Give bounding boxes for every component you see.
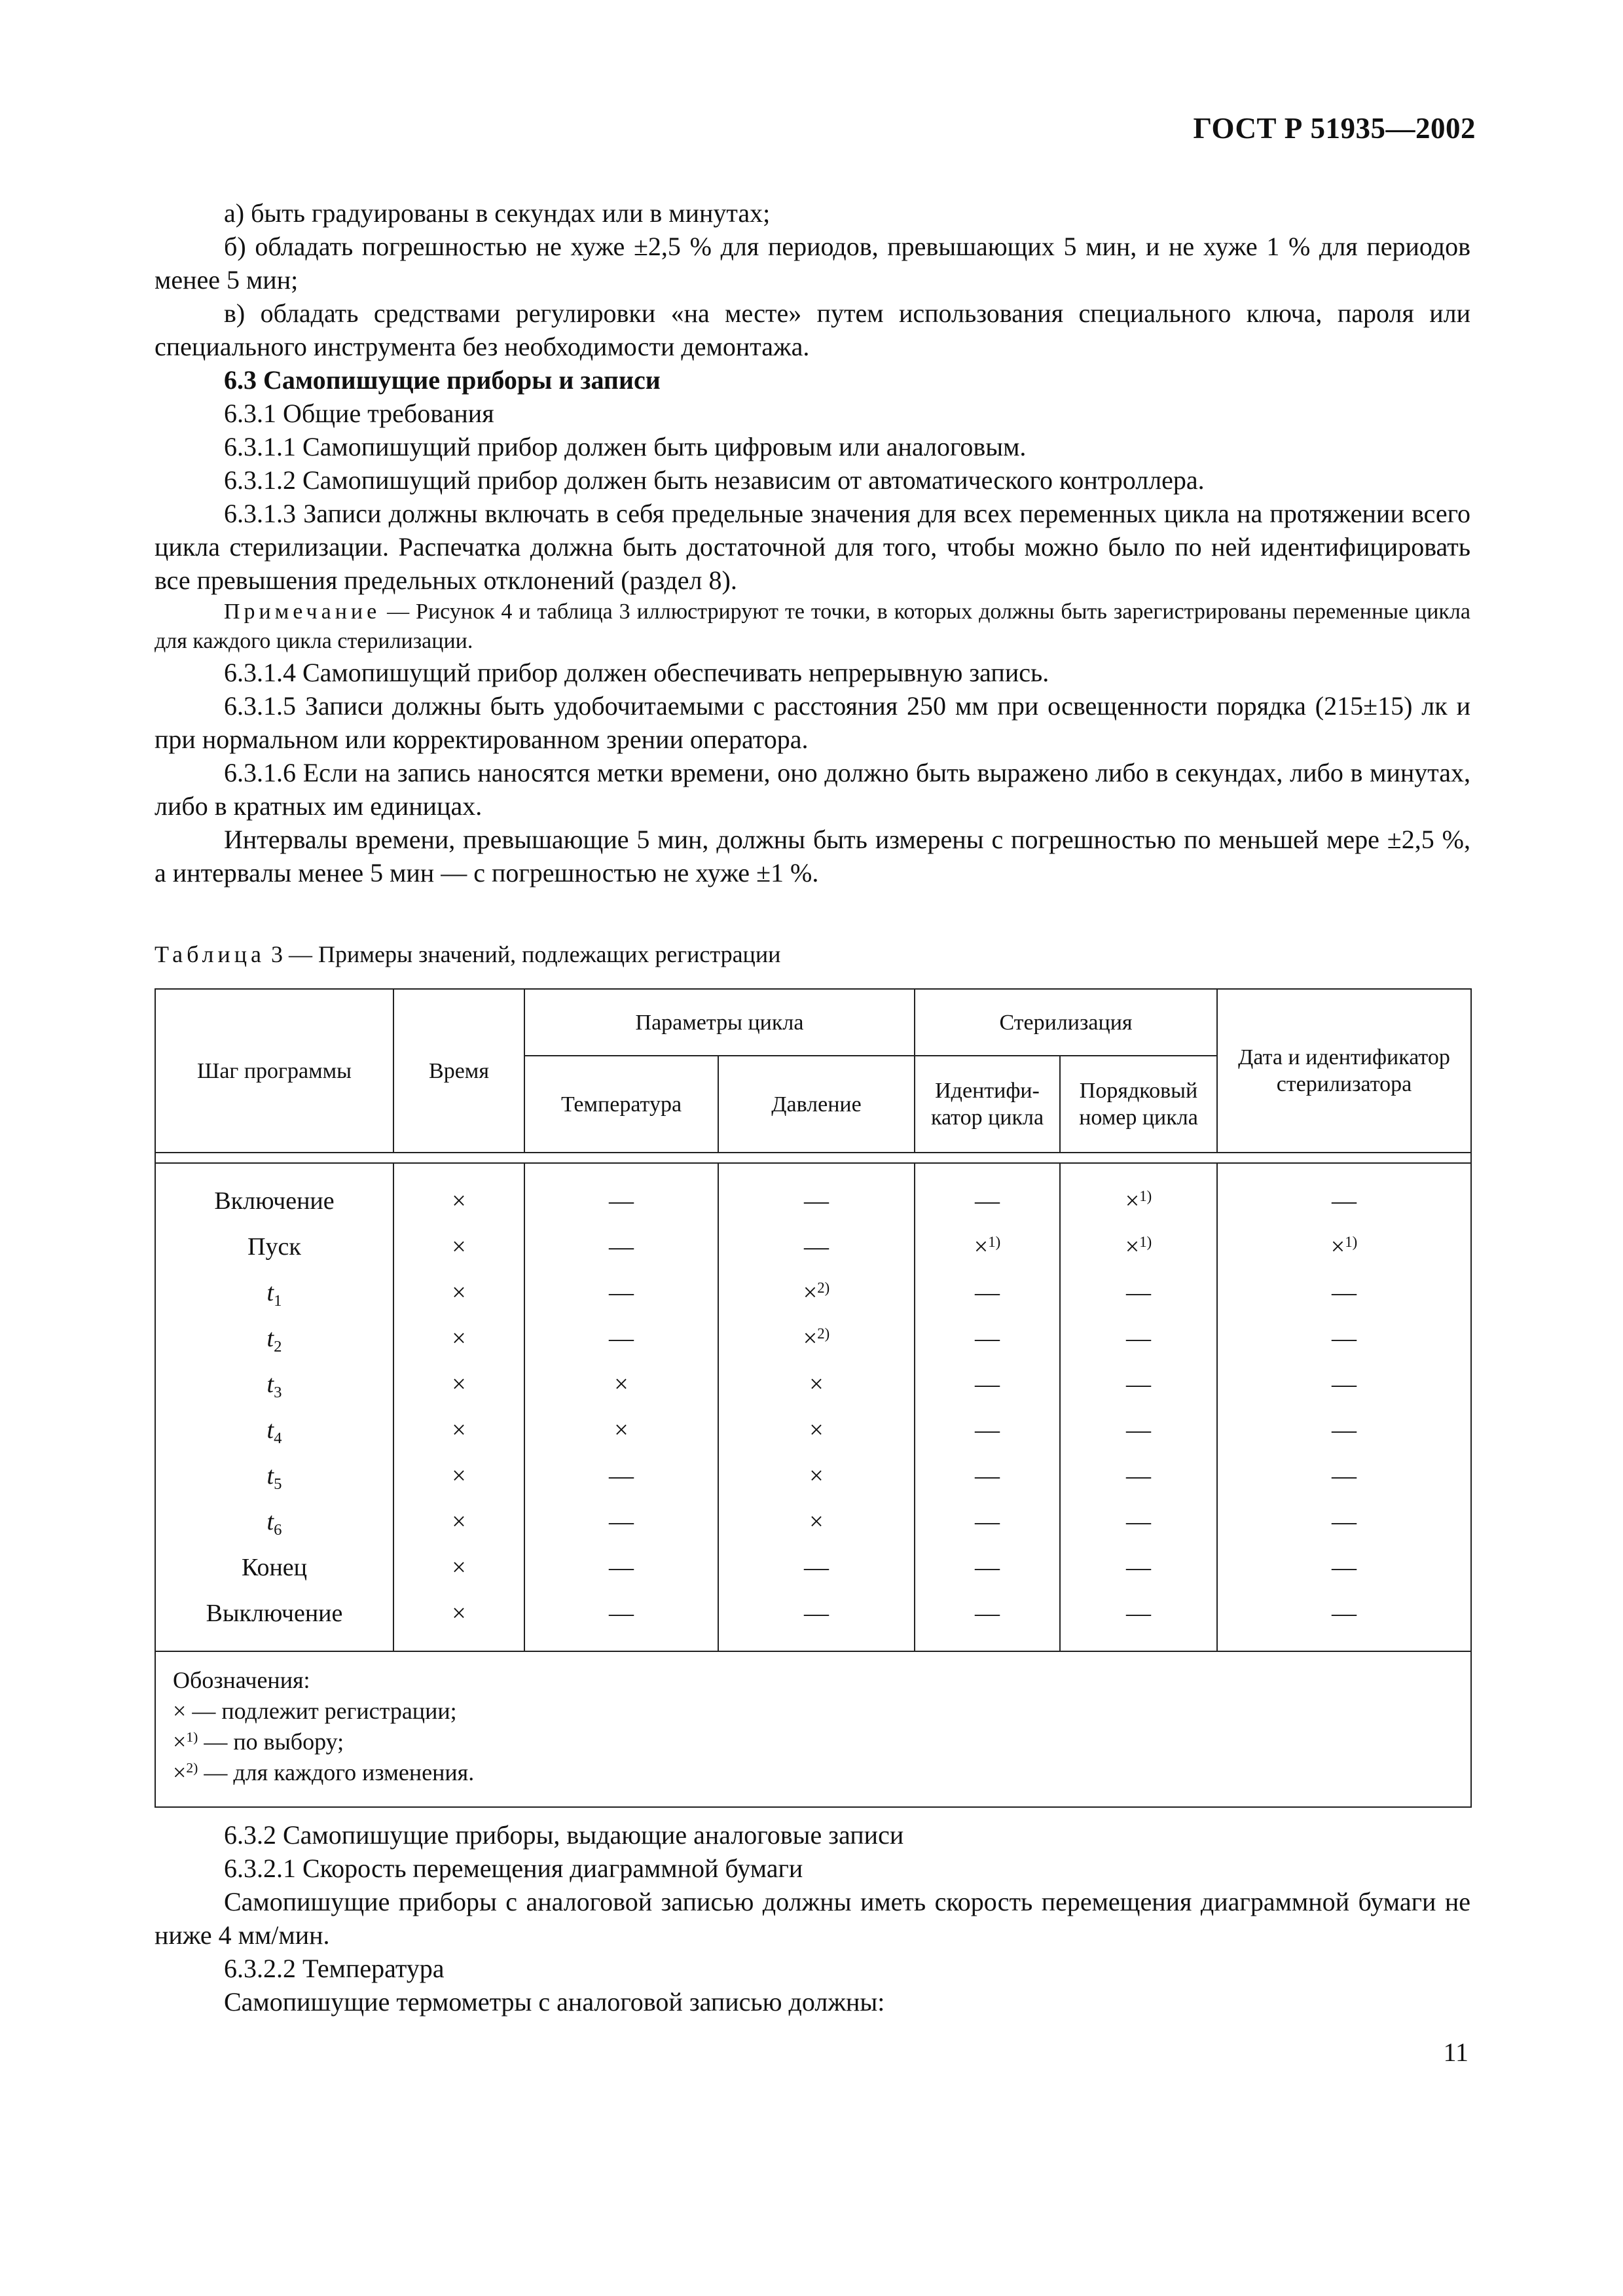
table-caption — [155, 941, 780, 968]
cell-pressure: — — [718, 1590, 915, 1651]
cell-pressure: × — [718, 1453, 915, 1499]
cell-pressure: × — [718, 1499, 915, 1545]
cell-serial: — — [1060, 1545, 1217, 1590]
cell-pressure: × — [718, 1361, 915, 1407]
cell-time: × — [393, 1163, 524, 1224]
paragraph: 6.3.1 Общие требования — [224, 399, 494, 428]
cell-temperature: — — [524, 1590, 718, 1651]
table-row — [155, 1499, 1471, 1545]
header-date-id-line1: Дата и идентификатор — [1238, 1045, 1450, 1069]
cell-step: Выключение — [155, 1590, 393, 1651]
paragraph: Интервалы времени, превышающие 5 мин, должны быть измерены с погрешностью по меньшей мере ±2,5 %, а интервалы менее 5 мин — с погрешностью не хуже ±1 %. — [155, 825, 1470, 888]
cell-date-id: — — [1217, 1545, 1471, 1590]
header-time: Время — [393, 989, 524, 1153]
table-row — [155, 1361, 1471, 1407]
cell-temperature: — — [524, 1453, 718, 1499]
table-caption-text: 3 — Примеры значений, подлежащих регистрации — [264, 941, 781, 967]
paragraph: 6.3.2.1 Скорость перемещения диаграммной бумаги — [224, 1854, 803, 1883]
cell-pressure: × — [718, 1407, 915, 1453]
cell-temperature: — — [524, 1499, 718, 1545]
cell-date-id: — — [1217, 1163, 1471, 1224]
cell-cycle-id: — — [915, 1453, 1060, 1499]
header-serial — [1060, 1056, 1217, 1153]
legend-line: ×$^{2)}$ — для каждого изменения. — [173, 1759, 475, 1785]
paragraph: а) быть градуированы в секундах или в минутах; — [224, 198, 771, 228]
cell-cycle-id: — — [915, 1545, 1060, 1590]
paragraph: 6.3.2.2 Температура — [224, 1954, 445, 1983]
cell-cycle-id: ×$^{1)}$ — [915, 1224, 1060, 1270]
cell-time: × — [393, 1453, 524, 1499]
header-cycle-id — [915, 1056, 1060, 1153]
cell-serial: ×$^{1)}$ — [1060, 1224, 1217, 1270]
cell-serial: — — [1060, 1407, 1217, 1453]
cell-temperature: — — [524, 1545, 718, 1590]
table-row — [155, 1590, 1471, 1651]
table-row — [155, 1316, 1471, 1361]
paragraph: Самопишущие приборы с аналоговой записью должны иметь скорость перемещения диаграммной бумаги не ниже 4 мм/мин. — [155, 1887, 1470, 1950]
paragraph: Самопишущие термометры с аналоговой записью должны: — [224, 1987, 885, 2017]
cell-time: × — [393, 1224, 524, 1270]
cell-cycle-id: — — [915, 1270, 1060, 1316]
paragraph: 6.3.1.6 Если на запись наносятся метки времени, оно должно быть выражено либо в секундах, либо в минутах, либо в кратных им единицах. — [155, 758, 1470, 821]
cell-serial: — — [1060, 1316, 1217, 1361]
cell-cycle-id: — — [915, 1407, 1060, 1453]
cell-time: × — [393, 1361, 524, 1407]
cell-pressure: ×$^{2)}$ — [718, 1270, 915, 1316]
table-row — [155, 1270, 1471, 1316]
cell-cycle-id: — — [915, 1361, 1060, 1407]
section-heading: 6.3 Самопишущие приборы и записи — [224, 365, 661, 395]
header-temperature: Температура — [524, 1056, 718, 1153]
cell-temperature: — — [524, 1163, 718, 1224]
header-cycle-id-line2: катор цикла — [930, 1105, 1044, 1130]
table-caption-label: Таблица — [155, 941, 265, 967]
cell-pressure: — — [718, 1545, 915, 1590]
paragraph: 6.3.1.2 Самопишущий прибор должен быть независим от автоматического контроллера. — [224, 465, 1205, 495]
cell-serial: — — [1060, 1453, 1217, 1499]
table-legend — [155, 1651, 1471, 1807]
cell-time: × — [393, 1316, 524, 1361]
cell-temperature: × — [524, 1407, 718, 1453]
table-row — [155, 1453, 1471, 1499]
registration-table — [155, 988, 1472, 1808]
legend-line: × — подлежит регистрации; — [173, 1698, 457, 1724]
cell-step: $t_6$ — [155, 1499, 393, 1545]
paragraph: 6.3.1.5 Записи должны быть удобочитаемыми с расстояния 250 мм при освещенности порядка (215±15) лк и при нормальном или корректированном зрении оператора. — [155, 691, 1470, 754]
legend-line: ×$^{1)}$ — по выбору; — [173, 1729, 344, 1755]
cell-step: Конец — [155, 1545, 393, 1590]
cell-cycle-id: — — [915, 1316, 1060, 1361]
cell-date-id: — — [1217, 1590, 1471, 1651]
table-body — [155, 1163, 1471, 1651]
header-sterilization: Стерилизация — [915, 989, 1217, 1056]
cell-date-id: — — [1217, 1453, 1471, 1499]
header-serial-line1: Порядковый — [1079, 1079, 1198, 1103]
note — [155, 597, 1470, 656]
cell-step: Включение — [155, 1163, 393, 1224]
cell-date-id: — — [1217, 1316, 1471, 1361]
cell-time: × — [393, 1270, 524, 1316]
cell-cycle-id: — — [915, 1590, 1060, 1651]
main-text-bottom — [155, 1818, 1470, 2018]
cell-pressure: — — [718, 1163, 915, 1224]
cell-pressure: — — [718, 1224, 915, 1270]
paragraph: 6.3.1.1 Самопишущий прибор должен быть цифровым или аналоговым. — [224, 432, 1027, 461]
cell-step: $t_1$ — [155, 1270, 393, 1316]
cell-temperature: — — [524, 1224, 718, 1270]
cell-temperature: — — [524, 1316, 718, 1361]
cell-step: $t_5$ — [155, 1453, 393, 1499]
cell-cycle-id: — — [915, 1499, 1060, 1545]
cell-date-id: — — [1217, 1270, 1471, 1316]
cell-pressure: ×$^{2)}$ — [718, 1316, 915, 1361]
cell-date-id: — — [1217, 1361, 1471, 1407]
table-row — [155, 1163, 1471, 1224]
header-date-id — [1217, 989, 1471, 1153]
document-header: ГОСТ Р 51935—2002 — [1193, 112, 1476, 145]
cell-time: × — [393, 1407, 524, 1453]
cell-step: $t_3$ — [155, 1361, 393, 1407]
header-pressure: Давление — [718, 1056, 915, 1153]
cell-time: × — [393, 1499, 524, 1545]
cell-time: × — [393, 1590, 524, 1651]
table-row — [155, 1407, 1471, 1453]
cell-date-id: ×$^{1)}$ — [1217, 1224, 1471, 1270]
paragraph: б) обладать погрешностью не хуже ±2,5 % для периодов, превышающих 5 мин, и не хуже 1 % для периодов менее 5 мин; — [155, 232, 1470, 295]
header-step: Шаг программы — [155, 989, 393, 1153]
paragraph: в) обладать средствами регулировки «на месте» путем использования специального ключа, пароля или специального инструмента без необходимости демонтажа. — [155, 298, 1470, 361]
paragraph: 6.3.2 Самопишущие приборы, выдающие аналоговые записи — [224, 1820, 904, 1850]
cell-serial: ×$^{1)}$ — [1060, 1163, 1217, 1224]
legend-title: Обозначения: — [173, 1667, 310, 1693]
cell-serial: — — [1060, 1361, 1217, 1407]
header-date-id-line2: стерилизатора — [1276, 1072, 1412, 1096]
paragraph: 6.3.1.4 Самопишущий прибор должен обеспечивать непрерывную запись. — [224, 658, 1049, 687]
cell-step: $t_2$ — [155, 1316, 393, 1361]
cell-date-id: — — [1217, 1407, 1471, 1453]
table-row — [155, 1545, 1471, 1590]
note-label: Примечание — [224, 600, 381, 624]
cell-serial: — — [1060, 1499, 1217, 1545]
cell-serial: — — [1060, 1270, 1217, 1316]
cell-date-id: — — [1217, 1499, 1471, 1545]
cell-time: × — [393, 1545, 524, 1590]
cell-cycle-id: — — [915, 1163, 1060, 1224]
page-number: 11 — [1443, 2037, 1468, 2067]
paragraph: 6.3.1.3 Записи должны включать в себя предельные значения для всех переменных цикла на протяжении всего цикла стерилизации. Распечатка должна быть достаточной для того, чтобы можно было по ней идентифицировать все превышения предельных отклонений (раздел 8). — [155, 499, 1470, 595]
header-serial-line2: номер цикла — [1079, 1105, 1198, 1130]
cell-step: $t_4$ — [155, 1407, 393, 1453]
cell-serial: — — [1060, 1590, 1217, 1651]
cell-temperature: × — [524, 1361, 718, 1407]
header-cycle-id-line1: Идентифи- — [935, 1079, 1040, 1103]
cell-temperature: — — [524, 1270, 718, 1316]
note-text: — Рисунок 4 и таблица 3 иллюстрируют те точки, в которых должны быть зарегистрированы переменные цикла для каждого цикла стерилизации. — [155, 600, 1470, 653]
main-text-top — [155, 196, 1470, 889]
table-row — [155, 1224, 1471, 1270]
header-cycle-params: Параметры цикла — [524, 989, 915, 1056]
cell-step: Пуск — [155, 1224, 393, 1270]
